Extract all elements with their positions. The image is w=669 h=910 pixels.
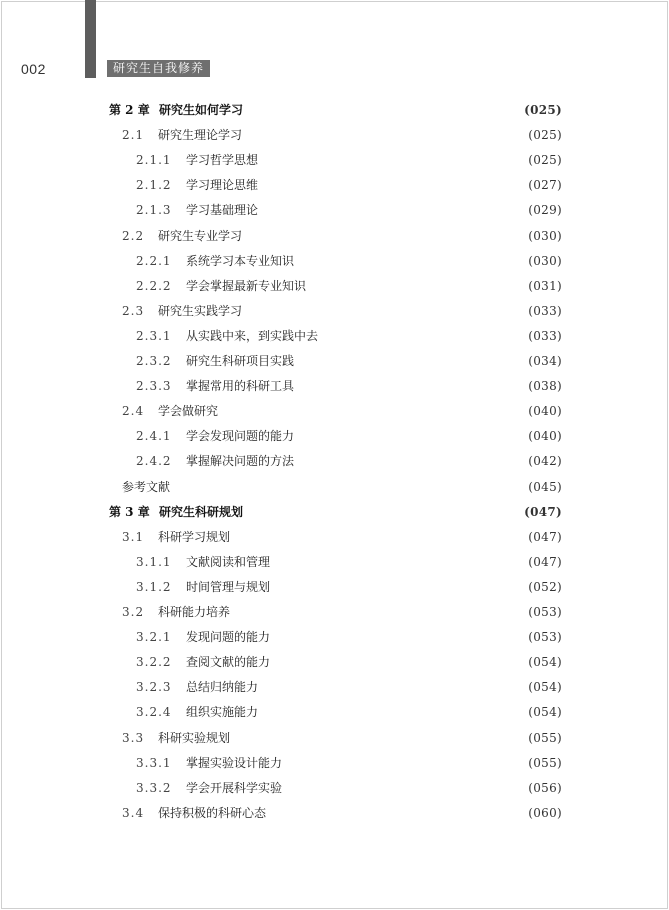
toc-dot-leader xyxy=(280,652,522,672)
toc-dot-leader xyxy=(228,401,522,421)
toc-page-number: (027) xyxy=(528,178,562,193)
toc-dot-leader xyxy=(304,376,522,396)
toc-entry-number: 2.1 xyxy=(122,128,145,143)
toc-subsection-row xyxy=(136,251,562,271)
toc-dot-leader xyxy=(316,276,522,296)
toc-page-number: (060) xyxy=(528,805,562,820)
toc-entry-title: 学会开展科学实验 xyxy=(186,780,283,795)
toc-subsection-row xyxy=(136,702,562,722)
toc-entry-number: 3.2.4 xyxy=(136,705,172,720)
toc-entry-title: 掌握解决问题的方法 xyxy=(186,454,295,469)
toc-dot-leader xyxy=(268,702,522,722)
toc-dot-leader xyxy=(253,100,522,120)
toc-entry-title: 学习哲学思想 xyxy=(186,153,259,168)
toc-page-number: (040) xyxy=(528,429,562,444)
toc-page-number: (053) xyxy=(528,630,562,645)
toc-entry-number: 2.1.2 xyxy=(136,178,172,193)
toc-section-row xyxy=(122,527,562,547)
toc-dot-leader xyxy=(180,477,522,497)
toc-entry-number: 2.3 xyxy=(122,303,145,318)
toc-entry-title: 系统学习本专业知识 xyxy=(186,253,295,268)
toc-entry-number: 3.3 xyxy=(122,730,145,745)
toc-dot-leader xyxy=(268,677,522,697)
page-number: 002 xyxy=(21,61,46,77)
toc-entry-title: 科研学习规划 xyxy=(158,529,231,544)
toc-dot-leader xyxy=(280,577,522,597)
toc-entry-title: 参考文献 xyxy=(122,479,171,494)
toc-entry-number: 3.3.1 xyxy=(136,755,172,770)
toc-subsection-row xyxy=(136,753,562,773)
toc-page-number: (030) xyxy=(528,228,562,243)
toc-entry-number: 2.1.1 xyxy=(136,153,172,168)
toc-entry-title: 研究生专业学习 xyxy=(158,228,243,243)
toc-dot-leader xyxy=(268,175,522,195)
toc-entry-number: 2.1.3 xyxy=(136,203,172,218)
toc-page-number: (053) xyxy=(528,605,562,619)
toc-page-number: (047) xyxy=(528,554,562,569)
toc-dot-leader xyxy=(268,200,522,220)
toc-dot-leader xyxy=(304,251,522,271)
toc-entry-title: 查阅文献的能力 xyxy=(186,655,271,670)
toc-chapter-row xyxy=(109,100,562,120)
toc-section-row xyxy=(122,602,562,622)
toc-subsection-row xyxy=(136,426,562,446)
toc-entry-title: 时间管理与规划 xyxy=(186,579,271,594)
toc-subsection-row xyxy=(136,351,562,371)
toc-dot-leader xyxy=(292,778,522,798)
toc-subsection-row xyxy=(136,175,562,195)
toc-subsection-row xyxy=(136,778,562,798)
toc-section-row xyxy=(122,803,562,823)
toc-page-number: (034) xyxy=(528,354,562,368)
toc-page-number: (047) xyxy=(528,529,562,544)
toc-entry-title: 掌握常用的科研工具 xyxy=(186,379,295,394)
toc-section-row xyxy=(122,301,562,321)
toc-entry-number: 3.2.1 xyxy=(136,630,172,645)
toc-page-number: (045) xyxy=(528,479,562,494)
toc-subsection-row xyxy=(136,276,562,296)
toc-page-number: (031) xyxy=(528,278,562,293)
toc-entry-number: 3.2 xyxy=(122,605,145,619)
toc-entry-title: 学会做研究 xyxy=(158,404,219,419)
toc-section-row xyxy=(122,401,562,421)
toc-entry-title: 掌握实验设计能力 xyxy=(186,755,283,770)
toc-section-row xyxy=(122,226,562,246)
toc-entry-number: 2.4.2 xyxy=(136,454,172,469)
toc-subsection-row xyxy=(136,652,562,672)
toc-dot-leader xyxy=(252,226,522,246)
toc-entry-number: 2.3.3 xyxy=(136,379,172,394)
toc-dot-leader xyxy=(304,426,522,446)
toc-reference-row xyxy=(122,477,562,497)
toc-dot-leader xyxy=(280,627,522,647)
toc-entry-number: 2.2.2 xyxy=(136,278,172,293)
toc-entry-number: 2.3.1 xyxy=(136,328,172,343)
toc-dot-leader xyxy=(240,602,522,622)
running-header-book-title: 研究生自我修养 xyxy=(107,60,210,77)
toc-subsection-row xyxy=(136,376,562,396)
toc-entry-number: 2.3.2 xyxy=(136,354,172,368)
toc-chapter-row xyxy=(109,502,562,522)
toc-section-row xyxy=(122,728,562,748)
toc-entry-number: 2.4.1 xyxy=(136,429,172,444)
toc-page-number: (025) xyxy=(524,103,562,117)
toc-entry-number: 3.3.2 xyxy=(136,780,172,795)
toc-subsection-row xyxy=(136,627,562,647)
toc-dot-leader xyxy=(304,451,522,471)
toc-subsection-row xyxy=(136,552,562,572)
toc-subsection-row xyxy=(136,200,562,220)
toc-page-number: (055) xyxy=(528,730,562,745)
toc-entry-number: 3.2.2 xyxy=(136,655,172,670)
toc-entry-title: 发现问题的能力 xyxy=(186,630,271,645)
toc-page-number: (054) xyxy=(528,655,562,670)
toc-entry-title: 研究生如何学习 xyxy=(159,103,244,117)
toc-dot-leader xyxy=(276,803,522,823)
toc-page-number: (055) xyxy=(528,755,562,770)
toc-dot-leader xyxy=(252,125,522,145)
toc-entry-title: 组织实施能力 xyxy=(186,705,259,720)
toc-subsection-row xyxy=(136,677,562,697)
toc-subsection-row xyxy=(136,150,562,170)
toc-entry-title: 学习理论思维 xyxy=(186,178,259,193)
toc-dot-leader xyxy=(252,301,522,321)
toc-entry-title: 学会掌握最新专业知识 xyxy=(186,278,307,293)
toc-dot-leader xyxy=(253,502,522,522)
toc-dot-leader xyxy=(328,326,522,346)
toc-dot-leader xyxy=(240,527,522,547)
toc-dot-leader xyxy=(268,150,522,170)
toc-dot-leader xyxy=(304,351,522,371)
toc-subsection-row xyxy=(136,326,562,346)
toc-page-number: (052) xyxy=(528,579,562,594)
toc-entry-title: 总结归纳能力 xyxy=(186,680,259,695)
toc-page-number: (038) xyxy=(528,379,562,394)
toc-page-number: (025) xyxy=(528,128,562,143)
toc-entry-title: 研究生科研规划 xyxy=(159,504,244,519)
toc-entry-number: 2.2.1 xyxy=(136,253,172,268)
toc-page-number: (054) xyxy=(528,680,562,695)
toc-entry-title: 学会发现问题的能力 xyxy=(186,429,295,444)
toc-entry-number: 2.2 xyxy=(122,228,145,243)
toc-dot-leader xyxy=(280,552,522,572)
toc-page-number: (056) xyxy=(528,780,562,795)
toc-page-number: (042) xyxy=(528,454,562,469)
toc-page-number: (047) xyxy=(524,504,562,519)
toc-entry-number: 3.1.1 xyxy=(136,554,172,569)
toc-entry-title: 研究生理论学习 xyxy=(158,128,243,143)
toc-entry-number: 3.2.3 xyxy=(136,680,172,695)
toc-entry-number: 3.1.2 xyxy=(136,579,172,594)
toc-dot-leader xyxy=(292,753,522,773)
toc-entry-title: 科研实验规划 xyxy=(158,730,231,745)
toc-page-number: (030) xyxy=(528,253,562,268)
toc-entry-title: 文献阅读和管理 xyxy=(186,554,271,569)
toc-page-number: (033) xyxy=(528,328,562,343)
toc-entry-number: 3.1 xyxy=(122,529,145,544)
toc-entry-title: 科研能力培养 xyxy=(158,605,231,619)
toc-entry-number: 3.4 xyxy=(122,805,145,820)
toc-page-number: (029) xyxy=(528,203,562,218)
toc-entry-number: 第 3 章 xyxy=(109,504,150,519)
toc-entry-title: 保持积极的科研心态 xyxy=(158,805,267,820)
toc-page-number: (040) xyxy=(528,404,562,419)
toc-entry-number: 2.4 xyxy=(122,404,145,419)
toc-section-row xyxy=(122,125,562,145)
toc-entry-title: 研究生实践学习 xyxy=(158,303,243,318)
toc-entry-title: 从实践中来，到实践中去 xyxy=(186,328,319,343)
toc-dot-leader xyxy=(240,728,522,748)
toc-entry-number: 第 2 章 xyxy=(109,103,150,117)
toc-subsection-row xyxy=(136,577,562,597)
toc-subsection-row xyxy=(136,451,562,471)
toc-entry-title: 学习基础理论 xyxy=(186,203,259,218)
toc-page-number: (054) xyxy=(528,705,562,720)
toc-page-number: (025) xyxy=(528,153,562,168)
toc-entry-title: 研究生科研项目实践 xyxy=(186,354,295,368)
toc-page-number: (033) xyxy=(528,303,562,318)
